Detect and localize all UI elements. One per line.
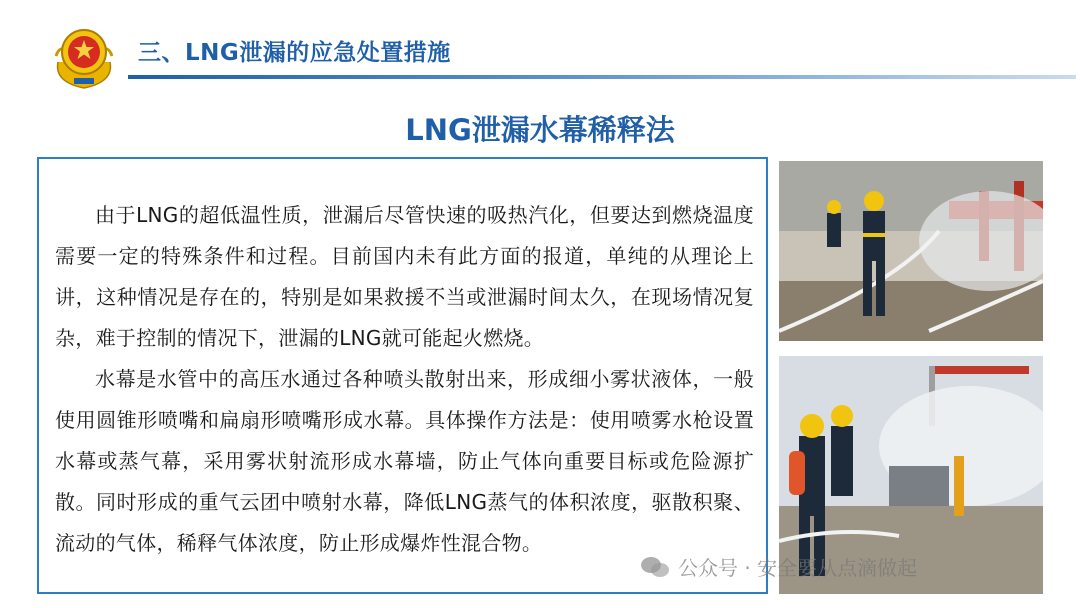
firefighters-hose-photo xyxy=(779,161,1043,341)
slide-title: LNG泄漏水幕稀释法 xyxy=(405,113,675,147)
section-header-title: 三、LNG泄漏的应急处置措施 xyxy=(138,40,451,66)
watermark-text: 公众号 · 安全要从点滴做起 xyxy=(678,556,918,580)
wechat-icon xyxy=(640,555,670,579)
fire-rescue-emblem-icon xyxy=(50,22,118,90)
content-text-box xyxy=(37,157,768,594)
paragraph-1: 由于LNG的超低温性质，泄漏后尽管快速的吸热汽化，但要达到燃烧温度需要一定的特殊条件和过程。目前国内未有此方面的报道，单纯的从理论上讲，这种情况是存在的，特别是如果救援不当或泄漏时间太久，在现场情况复杂，难于控制的情况下，泄漏的LNG就可能起火燃烧。 xyxy=(55,203,754,350)
header-divider xyxy=(128,75,1076,79)
paragraph-2: 水幕是水管中的高压水通过各种喷头散射出来，形成细小雾状液体，一般使用圆锥形喷嘴和扁扇形喷嘴形成水幕。具体操作方法是：使用喷雾水枪设置水幕或蒸气幕，采用雾状射流形成水幕墙，防止气体向重要目标或危险源扩散。同时形成的重气云团中喷射水幕，降低LNG蒸气的体积浓度，驱散积聚、流动的气体，稀释气体浓度，防止形成爆炸性混合物。 xyxy=(55,367,754,555)
watermark xyxy=(640,552,917,581)
